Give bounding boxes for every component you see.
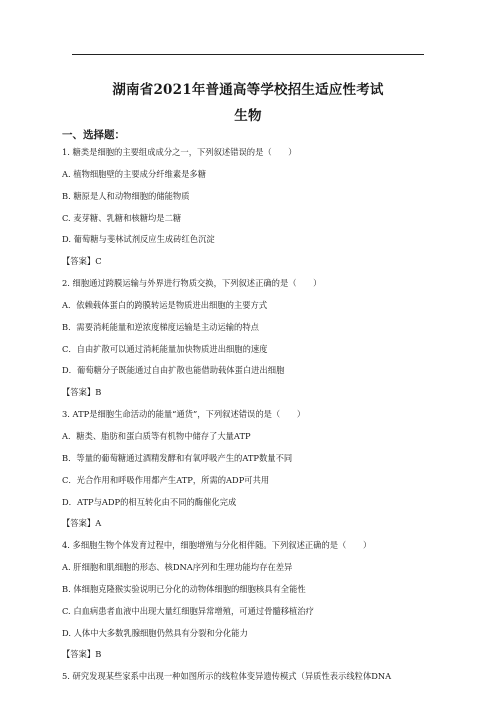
question-3: 3. ATP是细胞生命活动的能量“通货”，下列叙述错误的是（ ） xyxy=(62,409,306,420)
option-1d: D. 葡萄糖与斐林试剂反应生成砖红色沉淀 xyxy=(62,234,215,245)
question-5: 5. 研究发现某些家系中出现一种如图所示的线粒体变异遗传模式（异质性表示线粒体DNA xyxy=(62,671,392,682)
option-2b: B．需要消耗能量和逆浓度梯度运输是主动运输的特点 xyxy=(62,321,259,332)
option-1b: B. 糖原是人和动物细胞的储能物质 xyxy=(62,190,190,201)
question-1: 1. 糖类是细胞的主要组成成分之一，下列叙述错误的是（ ） xyxy=(62,147,297,157)
option-2c: C．自由扩散可以通过消耗能量加快物质进出细胞的速度 xyxy=(62,343,268,354)
question-2: 2. 细胞通过跨膜运输与外界进行物质交换，下列叙述正确的是（ ） xyxy=(62,278,322,289)
header-rule xyxy=(72,54,424,55)
option-3a: A．糖类、脂肪和蛋白质等有机物中储存了大量ATP xyxy=(62,430,251,441)
option-3d: D．ATP与ADP的相互转化由不同的酶催化完成 xyxy=(62,496,237,507)
answer-4: 【答案】B xyxy=(62,649,102,660)
option-4a: A. 肝细胞和肌细胞的形态、核DNA序列和生理功能均存在差异 xyxy=(62,562,293,573)
answer-1: 【答案】C xyxy=(62,256,102,267)
option-2d: D．葡萄糖分子既能通过自由扩散也能借助载体蛋白进出细胞 xyxy=(62,365,285,376)
section-heading: 一、选择题： xyxy=(62,129,125,141)
question-4: 4. 多细胞生物个体发育过程中，细胞增殖与分化相伴随。下列叙述正确的是（ ） xyxy=(62,540,372,551)
exam-title: 湖南省2021年普通高等学校招生适应性考试 xyxy=(112,82,384,98)
option-1c: C. 麦芽糖、乳糖和核糖均是二糖 xyxy=(62,212,182,223)
option-4b: B. 体细胞克隆猴实验说明已分化的动物体细胞的细胞核具有全能性 xyxy=(62,583,306,594)
option-1a: A. 植物细胞壁的主要成分纤维素是多糖 xyxy=(62,168,207,179)
answer-2: 【答案】B xyxy=(62,387,102,398)
option-4c: C. 白血病患者血液中出现大量红细胞异常增殖，可通过骨髓移植治疗 xyxy=(62,605,314,616)
option-2a: A．依赖载体蛋白的跨膜转运是物质进出细胞的主要方式 xyxy=(62,299,268,310)
option-3b: B．等量的葡萄糖通过酒精发酵和有氧呼吸产生的ATP数量不同 xyxy=(62,452,293,463)
question-body xyxy=(62,148,442,694)
option-3c: C．光合作用和呼吸作用都产生ATP，所需的ADP可共用 xyxy=(62,474,270,485)
answer-3: 【答案】A xyxy=(62,518,102,529)
option-4d: D. 人体中大多数乳腺细胞仍然具有分裂和分化能力 xyxy=(62,627,248,638)
subject-title: 生物 xyxy=(234,108,262,124)
